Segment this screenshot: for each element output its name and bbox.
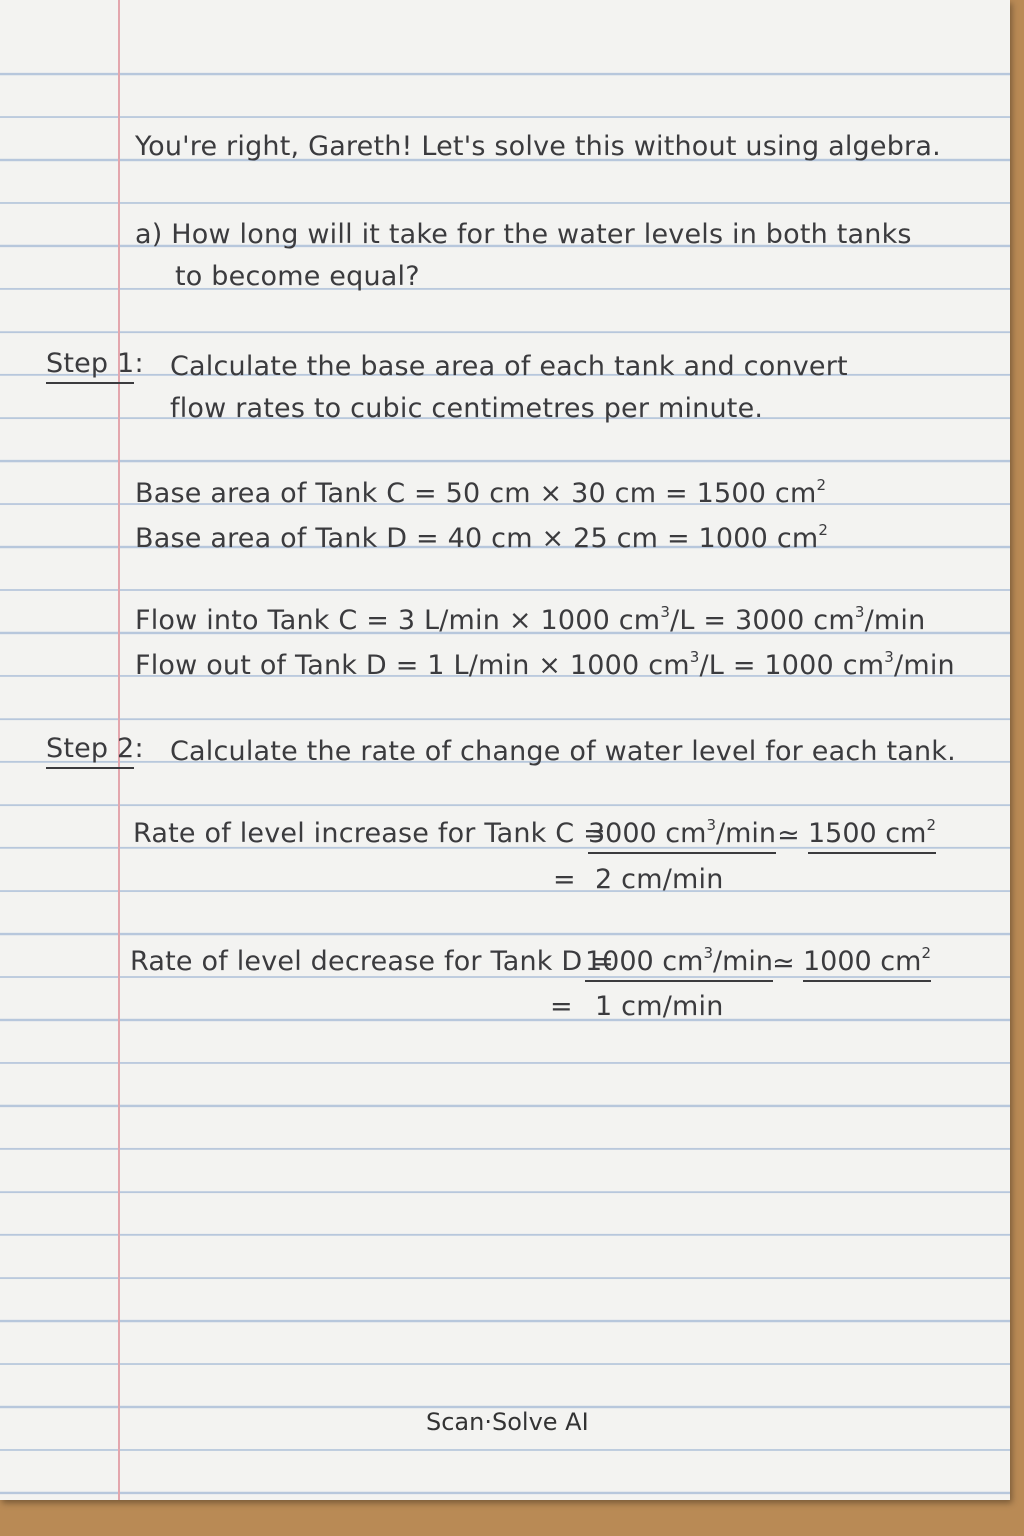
base-area-tank-c-exp: 2 — [816, 476, 827, 494]
rate-d-numerator — [585, 944, 774, 982]
flow-tank-c-a: Flow into Tank C = 3 L/min × 1000 cm — [135, 605, 661, 636]
rate-c-result: 2 cm/min — [595, 864, 724, 895]
step1-line-2: flow rates to cubic centimetres per minute. — [170, 393, 764, 424]
rate-d-num-exp: 3 — [703, 944, 713, 962]
rate-c-den-a: 1500 cm — [808, 818, 927, 849]
rate-c-num-exp: 3 — [706, 816, 716, 834]
footer-brand: Scan·Solve AI — [426, 1408, 589, 1436]
flow-tank-d-b: /L = 1000 cm — [699, 650, 885, 681]
rate-c-num-a: 3000 cm — [588, 818, 707, 849]
flow-tank-d-c: /min — [894, 650, 955, 681]
base-area-tank-c — [135, 476, 827, 509]
rate-c-den-exp: 2 — [926, 816, 936, 834]
flow-tank-d-exp2: 3 — [884, 648, 895, 666]
rate-c-label: Rate of level increase for Tank C = — [133, 818, 606, 849]
flow-tank-d-exp1: 3 — [689, 648, 700, 666]
flow-tank-c — [135, 603, 926, 636]
flow-tank-d — [135, 648, 955, 681]
question-line-2: to become equal? — [175, 261, 420, 292]
step2-label: Step 2 — [46, 733, 134, 769]
intro-text: You're right, Gareth! Let's solve this without using algebra. — [135, 131, 941, 162]
rate-d-denominator — [803, 944, 931, 982]
step1-colon: : — [134, 348, 144, 379]
rate-d-num-b: /min — [713, 946, 774, 977]
step2-heading — [46, 735, 144, 762]
step1-heading — [46, 350, 144, 377]
flow-tank-c-c: /min — [864, 605, 926, 636]
flow-tank-c-b: /L = 3000 cm — [670, 605, 855, 636]
step1-label: Step 1 — [46, 348, 134, 384]
rate-d-label: Rate of level decrease for Tank D = — [130, 946, 615, 977]
step2-colon: : — [134, 733, 144, 764]
rate-d-operator: ≃ — [772, 948, 795, 979]
rate-d-equals: = — [550, 991, 573, 1022]
base-area-tank-d-exp: 2 — [818, 521, 829, 539]
rate-c-operator: ≃ — [777, 820, 800, 851]
rate-d-num-a: 1000 cm — [585, 946, 704, 977]
rate-d-den-a: 1000 cm — [803, 946, 922, 977]
base-area-tank-d — [135, 521, 829, 554]
rate-c-num-b: /min — [716, 818, 777, 849]
rate-d-result: 1 cm/min — [595, 991, 724, 1022]
flow-tank-c-exp2: 3 — [854, 603, 865, 621]
flow-tank-d-a: Flow out of Tank D = 1 L/min × 1000 cm — [135, 650, 690, 681]
step2-line-1: Calculate the rate of change of water level for each tank. — [170, 736, 956, 767]
question-line-1: a) How long will it take for the water levels in both tanks — [135, 219, 912, 250]
rate-c-numerator — [588, 816, 777, 854]
rate-c-denominator — [808, 816, 936, 854]
rate-d-den-exp: 2 — [921, 944, 931, 962]
base-area-tank-d-text: Base area of Tank D = 40 cm × 25 cm = 1000 cm — [135, 523, 819, 554]
rate-c-equals: = — [553, 864, 576, 895]
step1-line-1: Calculate the base area of each tank and convert — [170, 351, 848, 382]
base-area-tank-c-text: Base area of Tank C = 50 cm × 30 cm = 1500 cm — [135, 478, 817, 509]
flow-tank-c-exp1: 3 — [660, 603, 671, 621]
